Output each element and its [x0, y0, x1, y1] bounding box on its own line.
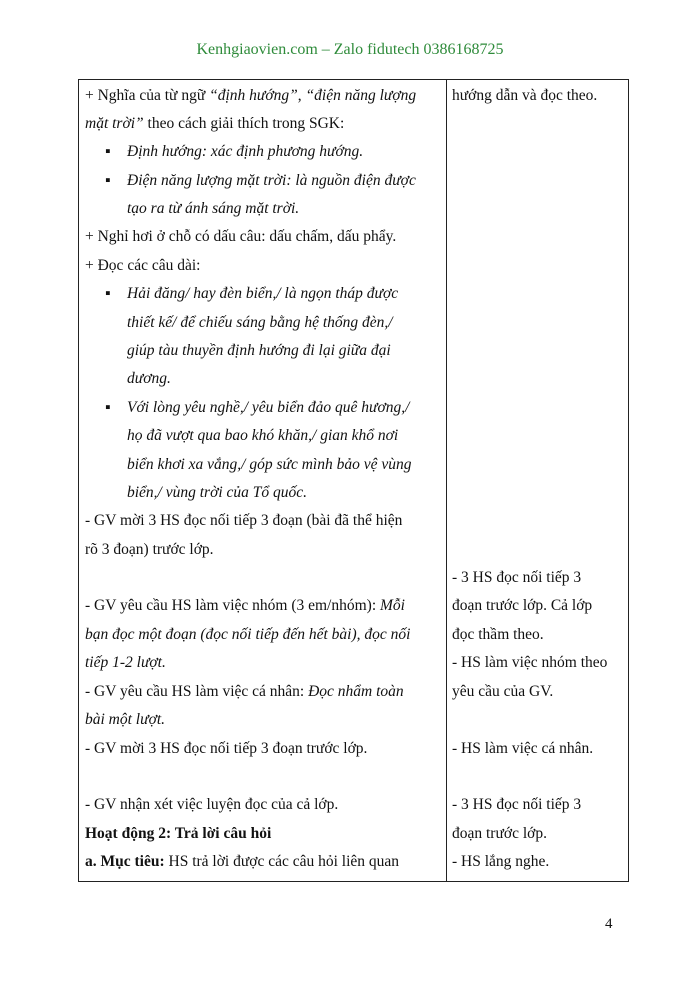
long-sentences-heading: + Đọc các câu dài:	[85, 257, 201, 274]
header-site: Kenhgiaovien.com	[196, 41, 318, 58]
header-separator: –	[317, 41, 334, 58]
pause-note: + Nghỉ hơi ở chỗ có dấu câu: dấu chấm, dấu phẩy.	[85, 228, 397, 245]
page-number: 4	[605, 916, 613, 932]
meaning-suffix: theo cách giải thích trong SGK:	[143, 115, 345, 132]
teacher-step-2a	[85, 596, 405, 616]
bullet-icon: ▪	[105, 285, 111, 302]
teacher-step-4: - GV mời 3 HS đọc nối tiếp 3 đoạn trước lớp.	[85, 740, 368, 757]
term-2a: “điện năng lượng	[305, 87, 417, 104]
student-response-3b: yêu cầu của GV.	[452, 683, 554, 700]
teacher-step-2a-italic: Mỗi	[380, 597, 405, 614]
bullet-icon: ▪	[105, 143, 111, 160]
bullet-icon: ▪	[105, 172, 111, 189]
definition-2b: tạo ra từ ánh sáng mặt trời.	[127, 200, 300, 217]
student-response-2c: đọc thầm theo.	[452, 626, 544, 643]
teacher-step-2a-plain: - GV yêu cầu HS làm việc nhóm (3 em/nhóm):	[85, 597, 381, 614]
sentence-1b: thiết kế/ để chiếu sáng bằng hệ thống đèn,/	[127, 314, 393, 331]
sentence-2c: biển khơi xa vắng,/ góp sức mình bảo vệ vùng	[127, 456, 412, 473]
teacher-step-5: - GV nhận xét việc luyện đọc của cả lớp.	[85, 796, 339, 813]
sentence-1d: dương.	[127, 370, 171, 387]
page-header	[0, 41, 700, 59]
teacher-step-2b: bạn đọc một đoạn (đọc nối tiếp đến hết bài), đọc nối	[85, 626, 411, 643]
term-comma: ,	[297, 87, 306, 104]
goal-label: a. Mục tiêu:	[85, 853, 165, 870]
bullet-icon: ▪	[105, 399, 111, 416]
student-response-3a: - HS làm việc nhóm theo	[452, 654, 608, 671]
sentence-2b: họ đã vượt qua bao khó khăn,/ gian khổ nơi	[127, 427, 399, 444]
teacher-step-2c: tiếp 1-2 lượt.	[85, 654, 166, 671]
teacher-step-3b: bài một lượt.	[85, 711, 166, 728]
column-divider	[446, 80, 447, 881]
student-response-2b: đoạn trước lớp. Cả lớp	[452, 597, 593, 614]
goal-text: HS trả lời được các câu hỏi liên quan	[164, 853, 400, 870]
term-1: “định hướng”	[209, 87, 298, 104]
lesson-table	[78, 79, 629, 882]
student-response-6: - HS lắng nghe.	[452, 853, 550, 870]
teacher-step-1a: - GV mời 3 HS đọc nối tiếp 3 đoạn (bài đã thể hiện	[85, 512, 403, 529]
sentence-1c: giúp tàu thuyền định hướng đi lại giữa đại	[127, 342, 391, 359]
meaning-line-1	[85, 86, 416, 106]
student-response-4: - HS làm việc cá nhân.	[452, 740, 594, 757]
teacher-step-3a-italic: Đọc nhẩm toàn	[308, 683, 404, 700]
term-2b: mặt trời”	[85, 115, 144, 132]
activity-2-heading: Hoạt động 2: Trả lời câu hỏi	[85, 825, 272, 842]
goal-line	[85, 852, 399, 872]
sentence-2d: biển,/ vùng trời của Tổ quốc.	[127, 484, 308, 501]
definition-1: Định hướng: xác định phương hướng.	[127, 143, 364, 160]
student-response-5b: đoạn trước lớp.	[452, 825, 547, 842]
teacher-step-1b: rõ 3 đoạn) trước lớp.	[85, 541, 214, 558]
header-contact: Zalo fidutech 0386168725	[333, 41, 504, 58]
definition-2a: Điện năng lượng mặt trời: là nguồn điện được	[127, 172, 416, 189]
student-response-5a: - 3 HS đọc nối tiếp 3	[452, 796, 582, 813]
sentence-1a: Hải đăng/ hay đèn biển,/ là ngọn tháp được	[127, 285, 399, 302]
meaning-prefix: + Nghĩa của từ ngữ	[85, 87, 210, 104]
teacher-step-3a	[85, 682, 404, 702]
sentence-2a: Với lòng yêu nghề,/ yêu biển đảo quê hương,/	[127, 399, 410, 416]
teacher-step-3a-plain: - GV yêu cầu HS làm việc cá nhân:	[85, 683, 309, 700]
meaning-line-2	[85, 114, 344, 134]
student-response-1: hướng dẫn và đọc theo.	[452, 87, 598, 104]
student-response-2a: - 3 HS đọc nối tiếp 3	[452, 569, 582, 586]
